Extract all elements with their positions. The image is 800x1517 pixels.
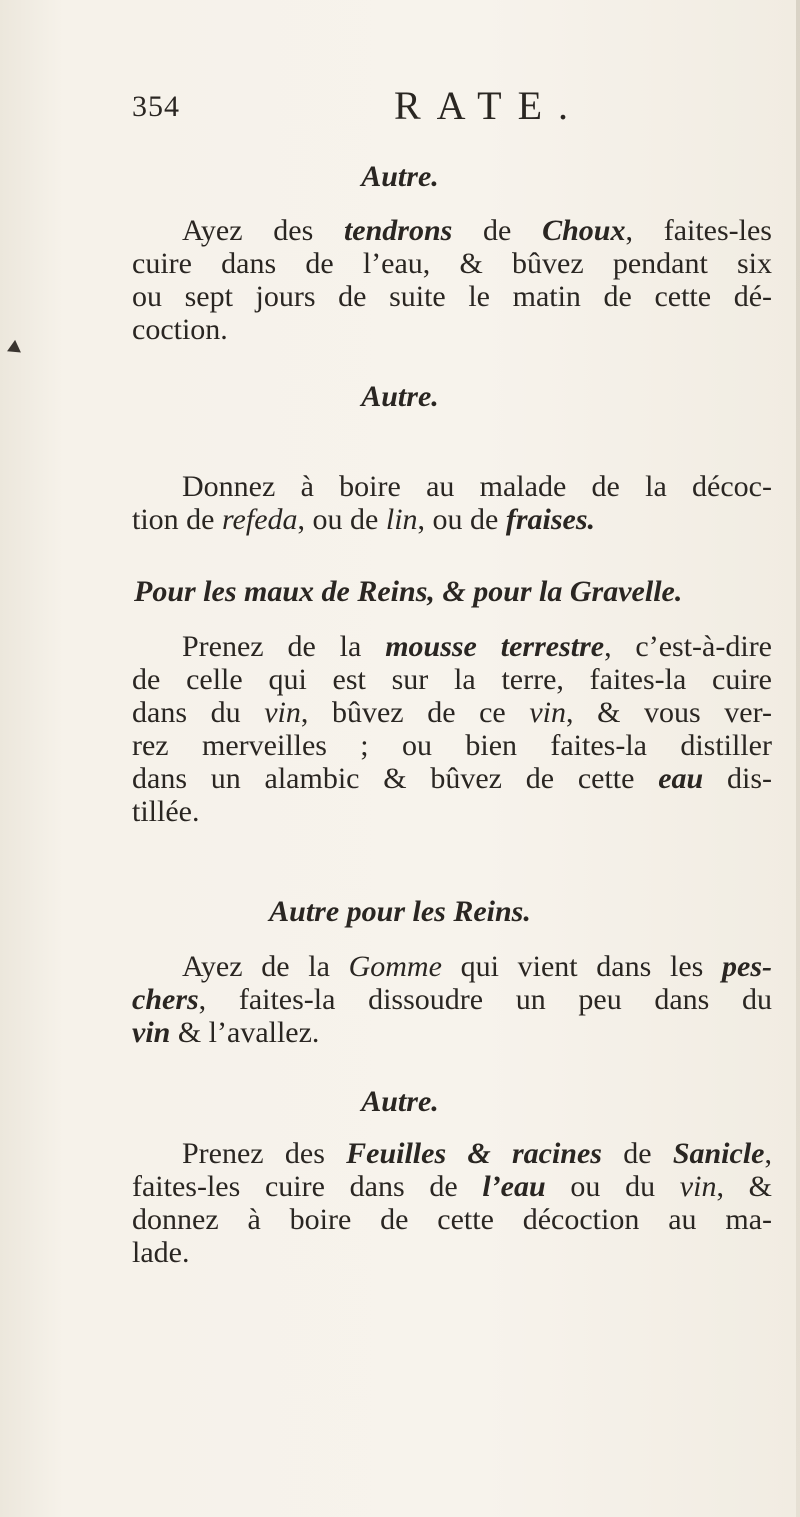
text-line	[132, 795, 772, 828]
text-run: Gomme	[348, 950, 442, 983]
text-run: vin	[132, 1016, 171, 1049]
text-line	[132, 1016, 772, 1049]
text-line	[132, 503, 772, 536]
text-run: mousse terrestre	[385, 630, 605, 663]
page-header	[132, 82, 752, 132]
text-run: , & vous ver-	[566, 696, 773, 729]
text-run: Prenez de la	[182, 630, 386, 663]
text-run: qui vient dans les	[441, 950, 723, 983]
text-run: & l’avallez.	[170, 1016, 320, 1049]
text-run: refeda	[222, 503, 298, 536]
text-run: donnez à boire de cette décoction au ma-	[132, 1203, 772, 1236]
text-run: dans du	[132, 696, 265, 729]
text-run: fraises.	[505, 503, 596, 536]
text-line	[132, 313, 772, 346]
text-run: Ayez de la	[182, 950, 349, 983]
text-run: tillée.	[132, 795, 200, 828]
text-run: lade.	[132, 1236, 190, 1269]
text-run: vin	[264, 696, 301, 729]
text-run: ou du	[545, 1170, 680, 1203]
text-run: tion de	[132, 503, 222, 536]
text-run: coction.	[132, 313, 228, 346]
section-heading: Autre.	[361, 160, 439, 193]
running-title: RATE.	[394, 83, 584, 128]
text-run: l’eau	[482, 1170, 546, 1203]
text-run: ou sept jours de suite le matin de cette dé-	[132, 280, 772, 313]
text-run: ,	[764, 1137, 772, 1170]
text-run: Feuilles & racines	[346, 1137, 602, 1170]
paragraph	[132, 1137, 772, 1269]
text-run: Ayez des	[182, 214, 344, 247]
page-edge	[796, 0, 800, 1517]
paragraph	[132, 950, 772, 1049]
text-line	[132, 696, 772, 729]
section-heading: Autre.	[361, 1085, 439, 1118]
text-run: de celle qui est sur la terre, faites-la cuire	[132, 663, 772, 696]
text-line	[132, 247, 772, 280]
text-line	[132, 729, 772, 762]
text-run: dis-	[703, 762, 773, 795]
margin-arrow-mark	[7, 340, 25, 358]
section-heading: Autre pour les Reins.	[269, 895, 531, 928]
text-line	[132, 950, 772, 983]
text-run: dans un alambic & bûvez de cette	[132, 762, 659, 795]
text-line	[132, 762, 772, 795]
text-run: tendrons	[343, 214, 453, 247]
paragraph	[132, 214, 772, 346]
text-run: , bûvez de ce	[300, 696, 530, 729]
text-line	[132, 1203, 772, 1236]
text-run: , ou de	[297, 503, 386, 536]
text-line	[132, 663, 772, 696]
text-run: Choux	[542, 214, 626, 247]
text-line	[132, 214, 772, 247]
text-run: rez merveilles ; ou bien faites-la distiller	[132, 729, 772, 762]
text-run: , c’est-à-dire	[604, 630, 772, 663]
page-number: 354	[132, 90, 180, 123]
text-run: chers	[132, 983, 199, 1016]
text-run: pes-	[722, 950, 772, 983]
text-run: de	[601, 1137, 673, 1170]
paragraph	[132, 470, 772, 536]
text-run: vin	[679, 1170, 717, 1203]
text-run: , &	[716, 1170, 772, 1203]
text-run: faites-les cuire dans de	[132, 1170, 483, 1203]
text-run: Donnez à boire au malade de la décoc-	[182, 470, 772, 503]
text-run: cuire dans de l’eau, & bûvez pendant six	[132, 247, 772, 280]
text-run: vin	[529, 696, 566, 729]
paragraph	[132, 630, 772, 828]
text-run: de	[452, 214, 543, 247]
section-heading: Pour les maux de Reins, & pour la Gravelle.	[134, 575, 683, 608]
text-line	[132, 983, 772, 1016]
text-line	[132, 1170, 772, 1203]
text-line	[132, 1236, 772, 1269]
text-line	[132, 280, 772, 313]
text-line	[132, 630, 772, 663]
text-run: Sanicle	[672, 1137, 765, 1170]
text-line	[132, 470, 772, 503]
section-heading: Autre.	[361, 380, 439, 413]
text-run: eau	[658, 762, 704, 795]
text-run: , faites-les	[625, 214, 772, 247]
text-run: lin	[385, 503, 418, 536]
text-run: Prenez des	[182, 1137, 347, 1170]
text-run: , ou de	[417, 503, 506, 536]
text-line	[132, 1137, 772, 1170]
text-run: , faites-la dissoudre un peu dans du	[198, 983, 772, 1016]
